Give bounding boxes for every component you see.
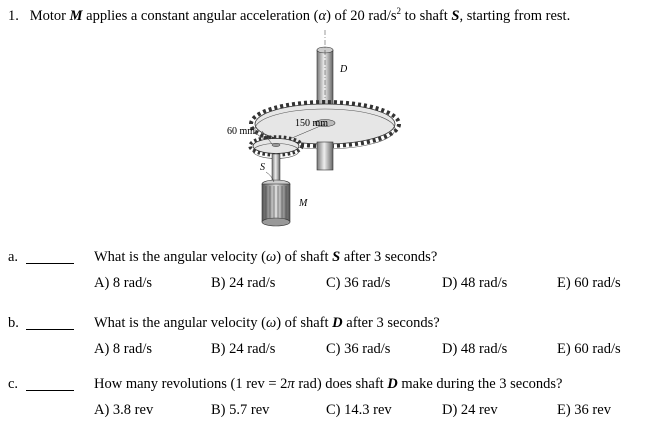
question-post: after 3 seconds? xyxy=(340,249,438,265)
choice-a-D[interactable]: D) 48 rad/s xyxy=(442,275,508,291)
omega-symbol: ω xyxy=(265,315,277,331)
question-pre: How many revolutions (1 rev = 2 xyxy=(94,376,288,392)
gear-figure xyxy=(200,28,420,238)
question-pre: What is the angular velocity ( xyxy=(94,249,266,265)
choice-c-C[interactable]: C) 14.3 rev xyxy=(326,402,392,418)
choice-b-A[interactable]: A) 8 rad/s xyxy=(94,341,152,357)
problem-number: 1. xyxy=(8,7,19,24)
question-mid: ) of shaft xyxy=(276,315,333,331)
question-post: after 3 seconds? xyxy=(342,315,440,331)
shaft-d-lower xyxy=(317,142,333,170)
choice-b-E[interactable]: E) 60 rad/s xyxy=(557,341,621,357)
intro-mid1: applies a constant angular acceleration ( xyxy=(82,7,319,24)
label-d: D xyxy=(340,64,348,75)
question-letter: c. xyxy=(8,376,19,392)
question-letter: b. xyxy=(8,315,19,331)
intro-pre: Motor xyxy=(29,7,70,24)
label-m: M xyxy=(299,198,308,209)
choice-c-E[interactable]: E) 36 rev xyxy=(557,402,611,418)
question-c-letter xyxy=(8,376,18,393)
omega-symbol: ω xyxy=(265,249,277,265)
question-b-letter xyxy=(8,315,19,332)
intro-mid2: ) of 20 rad/s xyxy=(326,7,397,24)
problem-statement xyxy=(8,6,570,25)
choice-c-A[interactable]: A) 3.8 rev xyxy=(94,402,154,418)
pi-symbol: π xyxy=(287,376,295,392)
shaft-symbol: S xyxy=(332,249,341,265)
choice-a-C[interactable]: C) 36 rad/s xyxy=(326,275,391,291)
question-letter: a. xyxy=(8,249,19,265)
question-post: make during the 3 seconds? xyxy=(397,376,563,392)
choice-c-D[interactable]: D) 24 rev xyxy=(442,402,498,418)
intro-mid3: to shaft xyxy=(401,7,452,24)
question-a-text xyxy=(94,249,437,266)
question-mid: rad) does shaft xyxy=(294,376,388,392)
shaft-symbol: D xyxy=(387,376,398,392)
choice-c-B[interactable]: B) 5.7 rev xyxy=(211,402,270,418)
motor xyxy=(262,180,290,226)
question-mid: ) of shaft xyxy=(276,249,333,265)
shaft-s xyxy=(272,154,280,182)
answer-blank-b[interactable] xyxy=(26,328,74,330)
answer-blank-c[interactable] xyxy=(26,389,74,391)
motor-symbol: M xyxy=(69,7,83,24)
intro-end: , starting from rest. xyxy=(459,7,571,24)
shaft-symbol: D xyxy=(332,315,343,331)
answer-blank-a[interactable] xyxy=(26,262,74,264)
choice-b-C[interactable]: C) 36 rad/s xyxy=(326,341,391,357)
label-s: S xyxy=(260,162,265,173)
alpha-symbol: α xyxy=(318,7,327,24)
choice-a-E[interactable]: E) 60 rad/s xyxy=(557,275,621,291)
choice-b-D[interactable]: D) 48 rad/s xyxy=(442,341,508,357)
label-150mm: 150 mm xyxy=(295,118,329,129)
label-60mm: 60 mm xyxy=(227,126,256,137)
choice-a-A[interactable]: A) 8 rad/s xyxy=(94,275,152,291)
choice-a-B[interactable]: B) 24 rad/s xyxy=(211,275,276,291)
question-b-text xyxy=(94,315,440,332)
question-pre: What is the angular velocity ( xyxy=(94,315,266,331)
choice-b-B[interactable]: B) 24 rad/s xyxy=(211,341,276,357)
shaft-s-symbol: S xyxy=(451,7,460,24)
question-a-letter xyxy=(8,249,18,266)
superscript-2: 2 xyxy=(396,6,402,16)
question-c-text xyxy=(94,376,562,393)
